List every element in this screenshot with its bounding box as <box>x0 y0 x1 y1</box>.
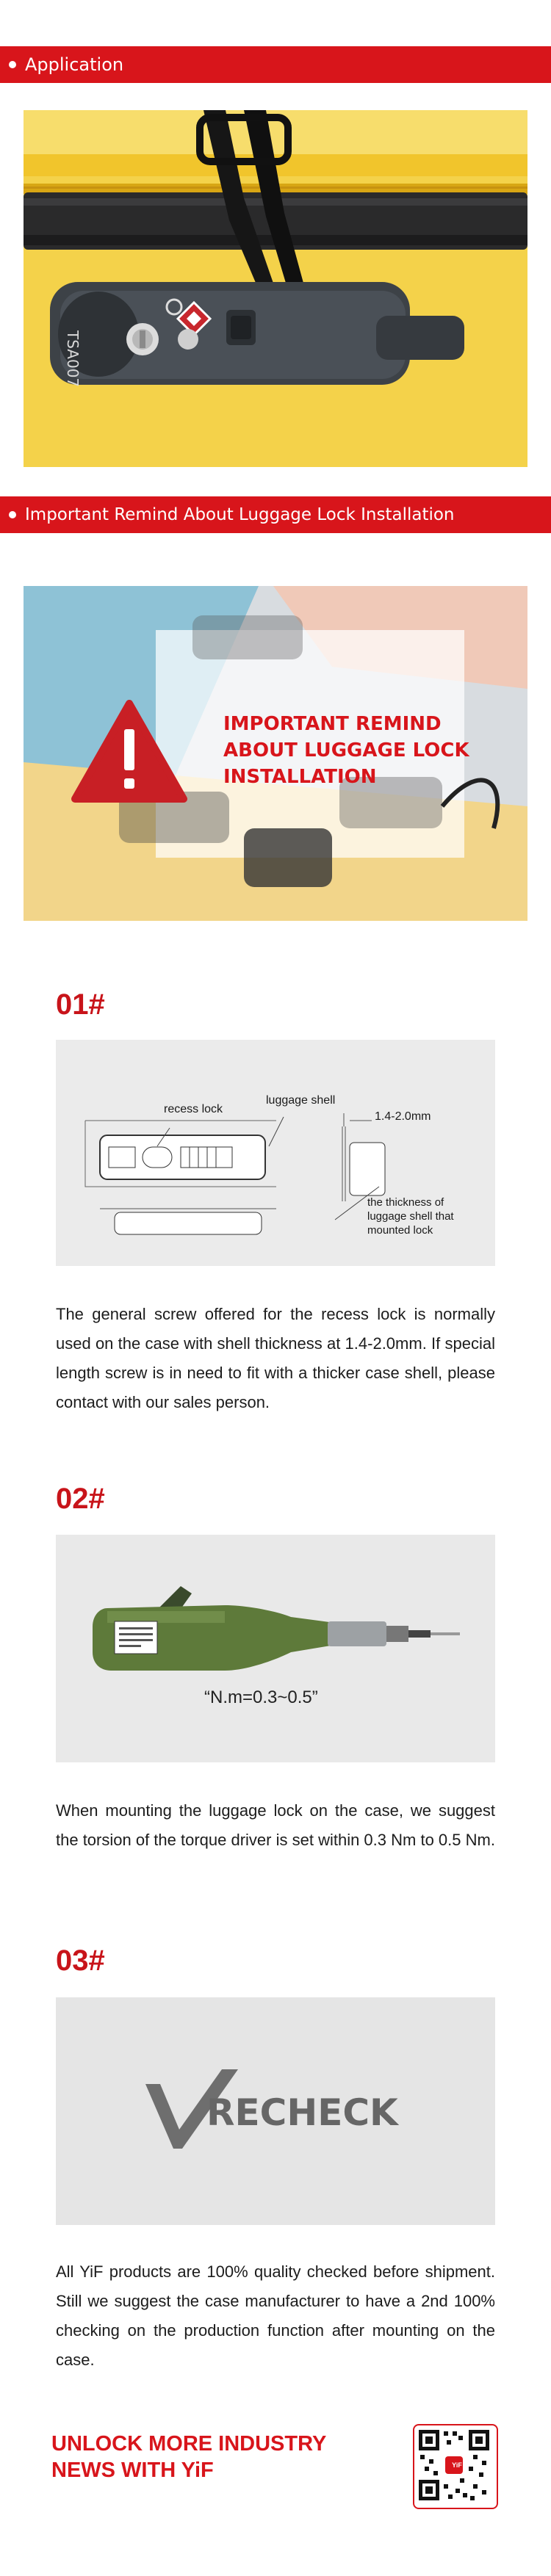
recheck-label: RECHECK <box>206 2091 398 2134</box>
application-photo <box>24 110 527 467</box>
section-header-application <box>0 46 551 83</box>
important-remind-photo <box>24 586 527 921</box>
step1-diagram-panel <box>56 1040 495 1266</box>
step3-recheck-panel <box>56 1997 495 2225</box>
remind-title-line-1: IMPORTANT REMIND <box>223 713 442 735</box>
step-number-02: 02# <box>56 1483 105 1515</box>
label-luggage-shell: luggage shell <box>266 1094 336 1107</box>
footer-line-1: UNLOCK MORE INDUSTRY <box>51 2432 327 2456</box>
luggage-lock-illustration <box>24 110 527 467</box>
footer-line-2: NEWS WITH YiF <box>51 2459 214 2482</box>
step2-text: When mounting the luggage lock on the case, we suggest the torsion of the torque driver is set within 0.3 Nm to 0.5 Nm. <box>56 1801 495 1849</box>
bullet-icon <box>9 61 16 68</box>
step2-photo-panel <box>56 1535 495 1762</box>
label-recess-lock: recess lock <box>164 1103 223 1115</box>
thickness-note-line-1: the thickness of <box>367 1196 444 1209</box>
bullet-icon <box>9 511 16 518</box>
step3-text: All YiF products are 100% quality checked before shipment. Still we suggest the case manufacturer to have a 2nd 100% checking on the production function after mounting on the case. <box>56 2262 495 2369</box>
qr-center-logo: YiF <box>452 2461 462 2469</box>
label-thickness-note <box>367 1195 454 1237</box>
remind-title-line-2: ABOUT LUGGAGE LOCK <box>223 739 469 761</box>
section-header-important-remind <box>0 496 551 533</box>
remind-title-line-3: INSTALLATION <box>223 766 377 788</box>
section-title: Application <box>25 54 124 75</box>
thickness-note-line-3: mounted lock <box>367 1224 433 1237</box>
lock-engraving: TSA007 <box>64 330 82 388</box>
step-number-03: 03# <box>56 1944 105 1977</box>
torque-driver-illustration <box>56 1535 495 1762</box>
remind-title <box>223 711 469 790</box>
qr-code[interactable] <box>413 2424 498 2509</box>
torque-value-label: “N.m=0.3~0.5” <box>204 1687 318 1707</box>
thickness-note-line-2: luggage shell that <box>367 1210 454 1223</box>
footer-headline <box>51 2431 326 2483</box>
step-number-01: 01# <box>56 988 105 1021</box>
step1-text: The general screw offered for the recess lock is normally used on the case with shell thickness at 1.4-2.0mm. If special length screw is in need to fit with a thicker case shell, please contact with our sales person. <box>56 1305 495 1411</box>
label-thickness-range: 1.4-2.0mm <box>375 1110 431 1123</box>
section-title: Important Remind About Luggage Lock Installation <box>25 505 455 524</box>
